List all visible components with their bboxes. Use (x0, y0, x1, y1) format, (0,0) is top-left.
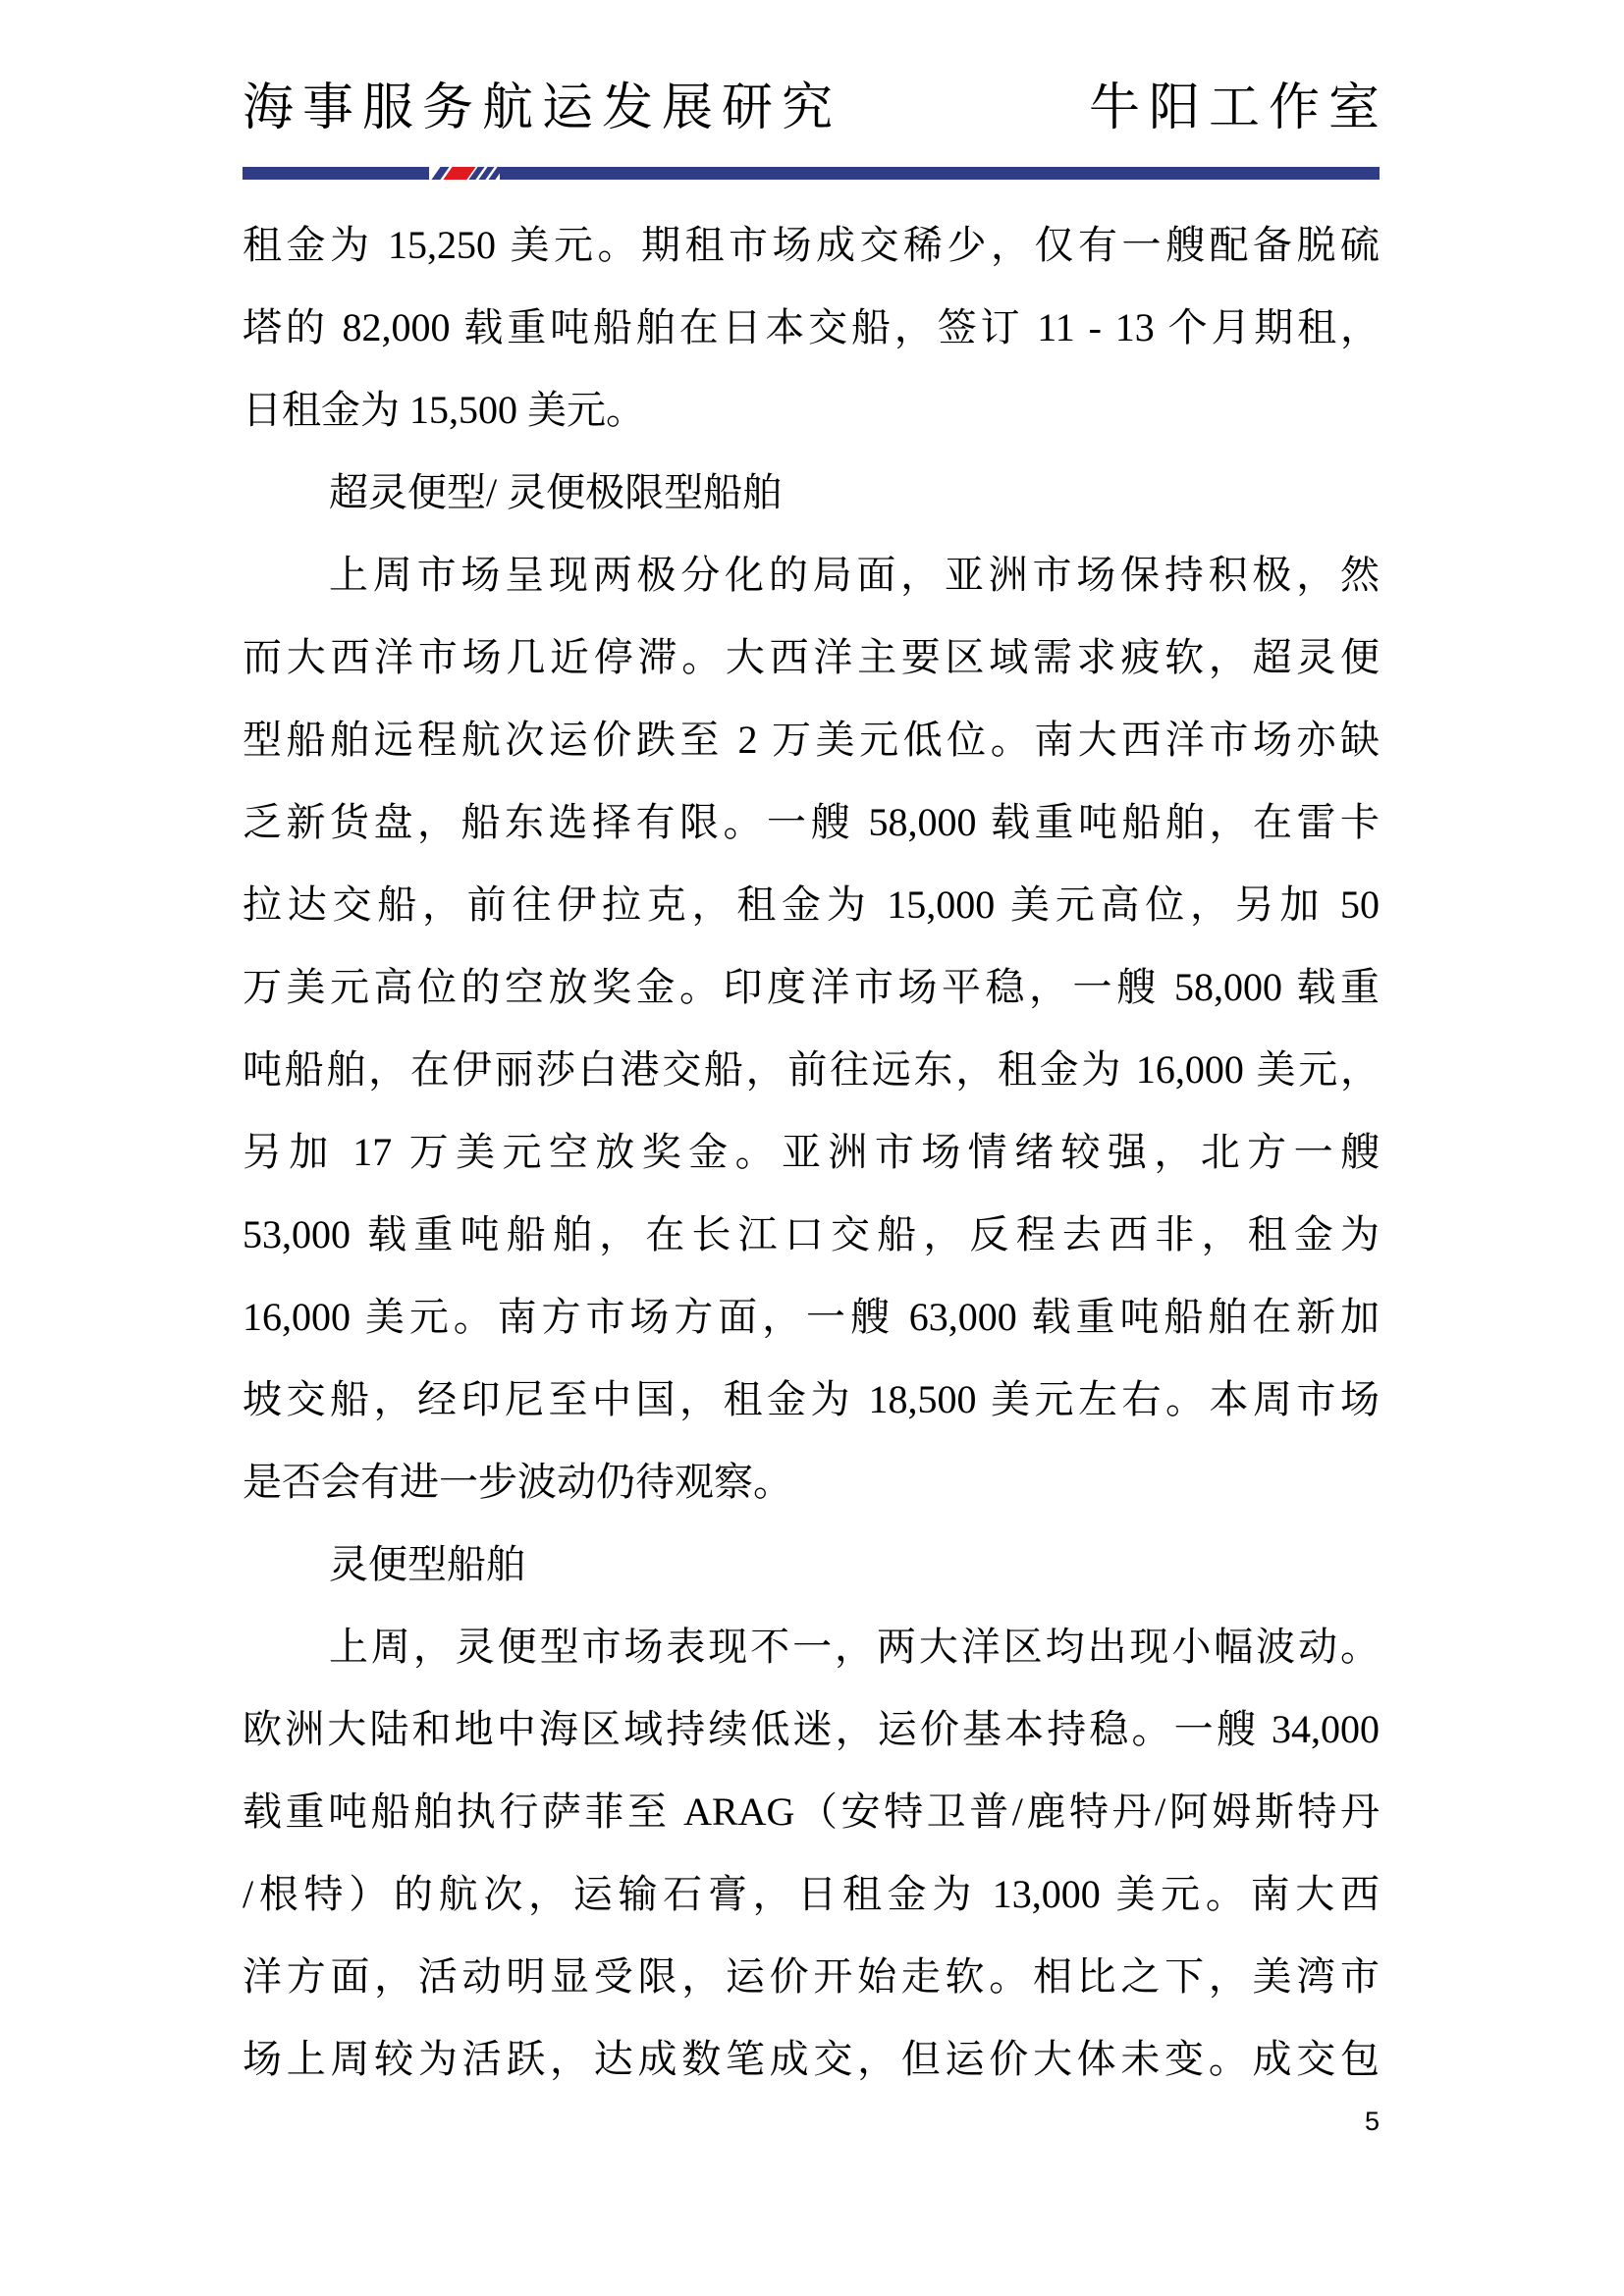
body-line: 16,000 美元。南方市场方面，一艘 63,000 载重吨船舶在新加 (243, 1295, 1380, 1339)
body-line: 万美元高位的空放奖金。印度洋市场平稳，一艘 58,000 载重 (243, 965, 1380, 1009)
body-line: 坡交船，经印尼至中国，租金为 18,500 美元左右。本周市场 (243, 1377, 1380, 1421)
body-line: 拉达交船，前往伊拉克，租金为 15,000 美元高位，另加 50 (243, 882, 1380, 927)
header-rule-left-segment (243, 167, 429, 180)
body-line: 载重吨船舶执行萨菲至 ARAG（安特卫普/鹿特丹/阿姆斯特丹 (243, 1789, 1380, 1834)
section-heading: 超灵便型/ 灵便极限型船舶 (329, 470, 783, 514)
body-line: 型船舶远程航次运价跌至 2 万美元低位。南大西洋市场亦缺 (243, 718, 1380, 762)
body-line: /根特）的航次，运输石膏，日租金为 13,000 美元。南大西 (243, 1872, 1380, 1916)
body-line: 上周市场呈现两极分化的局面，亚洲市场保持积极，然 (329, 553, 1380, 597)
body-line: 吨船舶，在伊丽莎白港交船，前往远东，租金为 16,000 美元， (243, 1047, 1380, 1092)
body-line: 而大西洋市场几近停滞。大西洋主要区域需求疲软，超灵便 (243, 635, 1380, 679)
body-line: 上周，灵便型市场表现不一，两大洋区均出现小幅波动。 (329, 1625, 1380, 1669)
header-title-left: 海事服务航运发展研究 (243, 80, 842, 136)
body-line: 欧洲大陆和地中海区域持续低迷，运价基本持稳。一艘 34,000 (243, 1707, 1380, 1751)
section-heading: 灵便型船舶 (329, 1542, 525, 1586)
body-line: 租金为 15,250 美元。期租市场成交稀少，仅有一艘配备脱硫 (243, 223, 1380, 267)
header-rule-right-segment (500, 167, 1380, 180)
body-line: 日租金为 15,500 美元。 (243, 388, 645, 432)
body-line: 乏新货盘，船东选择有限。一艘 58,000 载重吨船舶，在雷卡 (243, 800, 1380, 844)
page-header (243, 80, 1388, 136)
body-line: 塔的 82,000 载重吨船舶在日本交船，签订 11 - 13 个月期租， (243, 305, 1380, 349)
header-title-right: 牛阳工作室 (1088, 80, 1388, 136)
body-line: 53,000 载重吨船舶，在长江口交船，反程去西非，租金为 (243, 1212, 1380, 1256)
body-line: 场上周较为活跃，达成数笔成交，但运价大体未变。成交包 (243, 2037, 1380, 2081)
body-line: 是否会有进一步波动仍待观察。 (243, 1460, 792, 1504)
header-rule (243, 167, 1380, 180)
body-line: 洋方面，活动明显受限，运价开始走软。相比之下，美湾市 (243, 1954, 1380, 1999)
document-body (243, 204, 1380, 2101)
page-number: 5 (1364, 2107, 1380, 2136)
body-line: 另加 17 万美元空放奖金。亚洲市场情绪较强，北方一艘 (243, 1130, 1380, 1174)
